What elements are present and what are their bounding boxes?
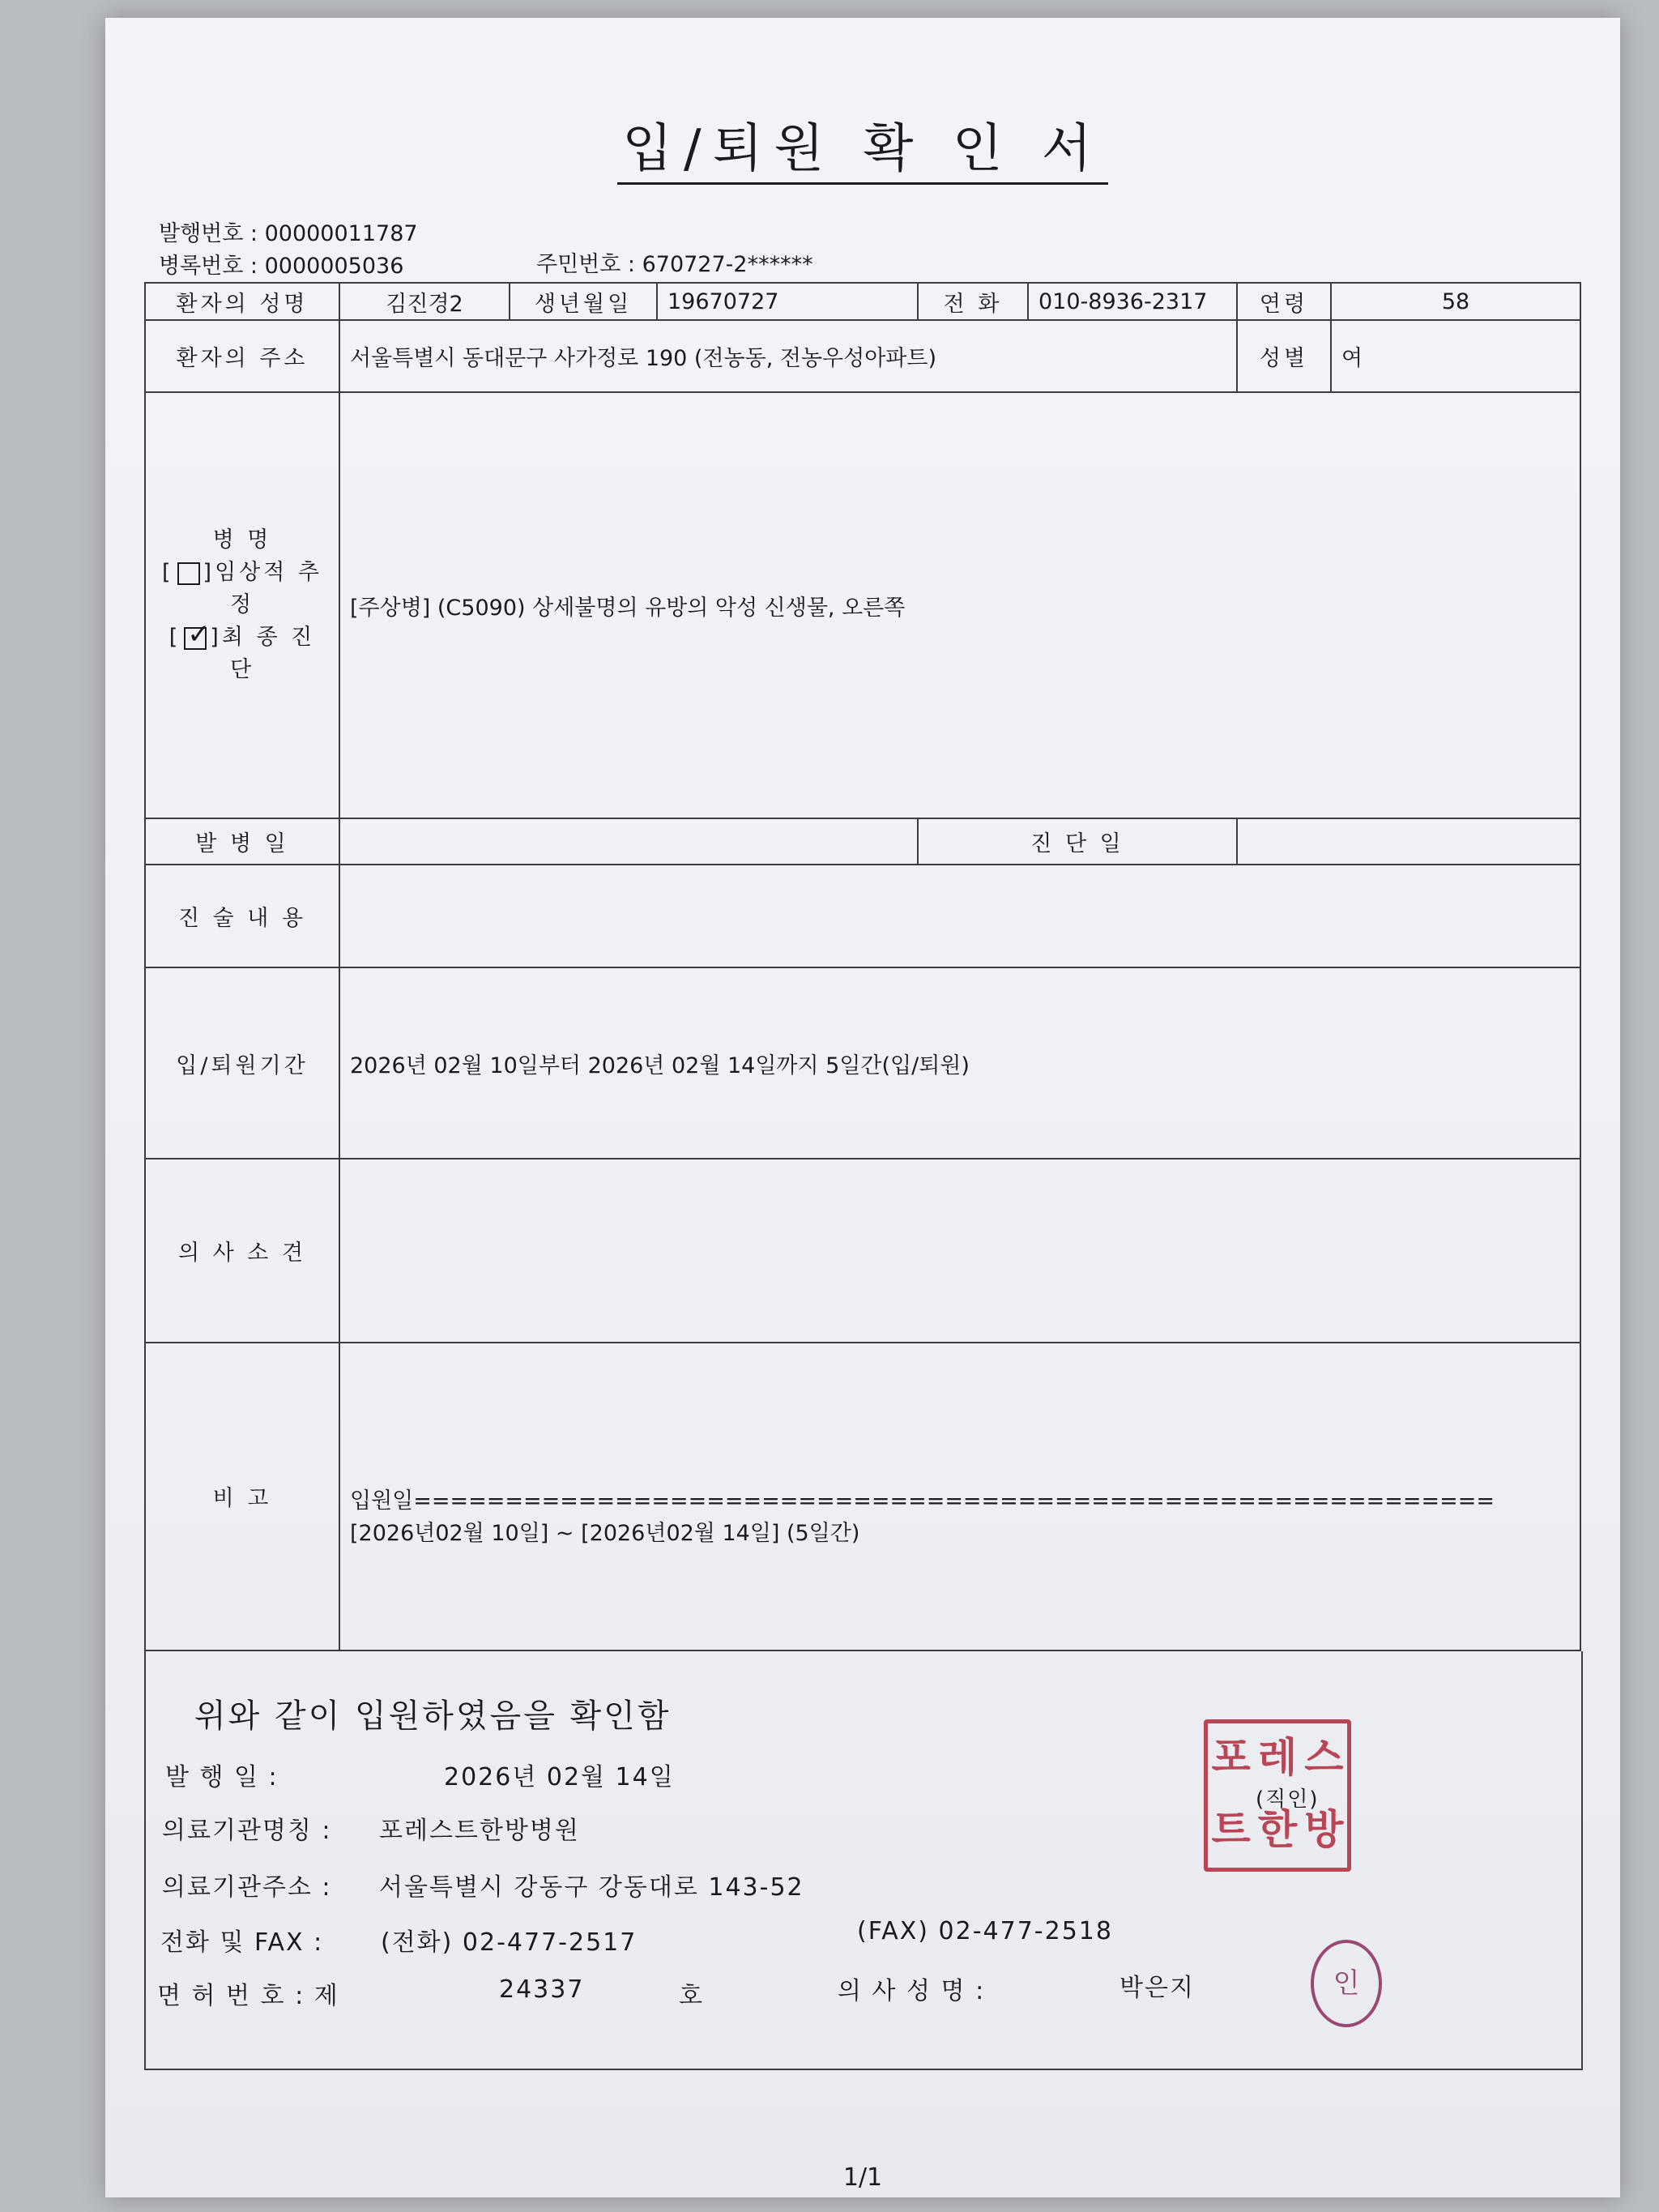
check-mark-icon: ✓ xyxy=(187,617,214,651)
institution-phone: (전화) 02-477-2517 xyxy=(381,1928,638,1957)
statement-label: 진 술 내 용 xyxy=(145,865,339,967)
patient-name-label: 환자의 성명 xyxy=(145,283,339,320)
confirmation-statement: 위와 같이 입원하였음을 확인함 xyxy=(194,1697,672,1735)
license-number: 24337 xyxy=(499,1975,585,2004)
diagnosis-date-value xyxy=(1237,818,1580,865)
hospital-seal: 포 레 스 트 한 방 xyxy=(1204,1719,1351,1872)
birth-date-label: 생년월일 xyxy=(510,283,657,320)
address-label: 환자의 주소 xyxy=(145,320,339,392)
resident-number: 주민번호 : 670727-2****** xyxy=(536,252,813,277)
age-label: 연령 xyxy=(1237,283,1331,320)
issue-date: 2026년 02월 14일 xyxy=(444,1763,675,1791)
page-number: 1/1 xyxy=(842,2163,883,2192)
diagnosis-label: 병 명 xyxy=(212,527,272,553)
address-value: 서울특별시 동대문구 사가정로 190 (전농동, 전농우성아파트) xyxy=(339,320,1237,392)
remarks-line-1: 입원일=========================================================== xyxy=(350,1488,1495,1514)
phone-label: 전 화 xyxy=(918,283,1028,320)
final-diagnosis-option: [ ✓ ]최 종 진 단 xyxy=(168,617,316,683)
diagnosis-label-cell xyxy=(145,392,339,818)
birth-date: 19670727 xyxy=(657,283,918,320)
sex-label: 성별 xyxy=(1237,320,1331,392)
license-suffix: 호 xyxy=(679,1982,704,2010)
phone-fax-label: 전화 및 FAX : xyxy=(160,1928,324,1957)
diagnosis-date-label: 진 단 일 xyxy=(918,818,1237,865)
institution-name-label: 의료기관명칭 : xyxy=(162,1817,332,1845)
doctor-opinion-value xyxy=(339,1159,1580,1342)
institution-fax: (FAX) 02-477-2518 xyxy=(857,1917,1113,1945)
document-title: 입/퇴원 확 인 서 xyxy=(105,107,1620,181)
sex-value: 여 xyxy=(1331,320,1580,392)
admission-period-label: 입/퇴원기간 xyxy=(145,967,339,1159)
onset-date-value xyxy=(339,818,918,865)
final-diagnosis-checkbox[interactable] xyxy=(184,617,214,651)
remarks-line-2: [2026년02월 10일] ~ [2026년02월 14일] (5일간) xyxy=(350,1520,860,1546)
institution-address-label: 의료기관주소 : xyxy=(162,1873,332,1902)
remarks-label: 비 고 xyxy=(145,1343,339,1650)
admission-period-value: 2026년 02월 10일부터 2026년 02월 14일까지 5일간(입/퇴원) xyxy=(339,967,1580,1159)
clinical-estimate-option: [ ]임상적 추정 xyxy=(162,560,322,618)
doctor-name: 박은지 xyxy=(1120,1974,1195,2002)
document-page xyxy=(105,18,1620,2197)
doctor-name-label: 의 사 성 명 : xyxy=(838,1977,986,2005)
institution-address: 서울특별시 강동구 강동대로 143-52 xyxy=(379,1873,804,1902)
clinical-estimate-checkbox[interactable] xyxy=(177,562,200,585)
age-value: 58 xyxy=(1331,283,1580,320)
issue-date-label: 발 행 일 : xyxy=(165,1763,279,1791)
record-number: 병록번호 : 0000005036 xyxy=(159,254,404,279)
patient-name: 김진경2 xyxy=(339,283,510,320)
certificate-form xyxy=(144,282,1581,1651)
doctor-signature-stamp: 인 xyxy=(1311,1940,1382,2027)
phone-number: 010-8936-2317 xyxy=(1028,283,1237,320)
license-number-label: 면 허 번 호 : 제 xyxy=(157,1982,339,2010)
doctor-opinion-label: 의 사 소 견 xyxy=(145,1159,339,1342)
remarks-value xyxy=(339,1343,1580,1650)
onset-date-label: 발 병 일 xyxy=(145,818,339,865)
official-seal-label: (직인) xyxy=(1256,1787,1320,1812)
institution-name: 포레스트한방병원 xyxy=(379,1817,580,1845)
statement-value xyxy=(339,865,1580,967)
issue-number: 발행번호 : 00000011787 xyxy=(159,221,418,246)
diagnosis-text: [주상병] (C5090) 상세불명의 유방의 악성 신생물, 오른쪽 xyxy=(339,392,1580,818)
